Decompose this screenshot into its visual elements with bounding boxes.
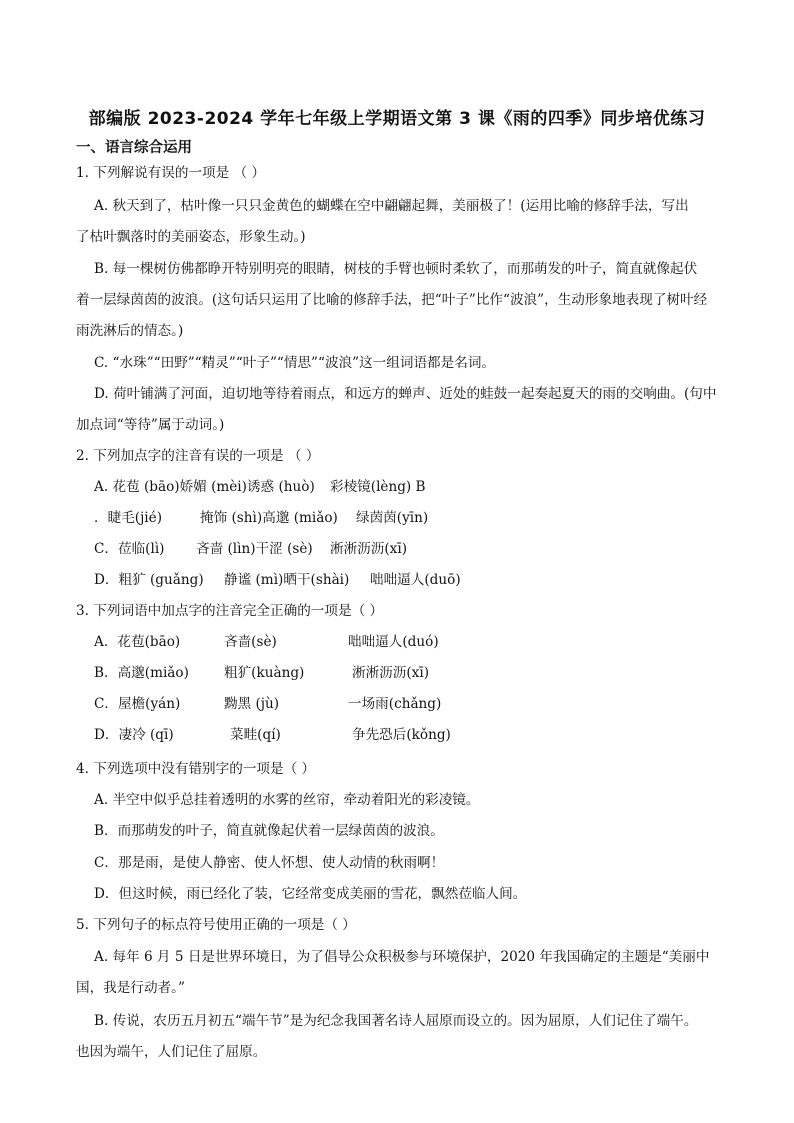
question-2-row-c-part1: C．莅临(lì) [94,541,165,557]
question-5-option-b-cont: 也因为端午，人们记住了屈原。 [76,1044,267,1060]
question-1-option-c: C. “水珠”“田野”“精灵”“叶子”“情思”“波浪”这一组词语都是名词。 [94,355,496,371]
question-3-row-d-part2: 菜畦(qí) [230,727,281,743]
question-3-row-a-part2: 吝啬(sè) [224,634,277,650]
question-3-row-b-part1: B．高邈(miǎo) [94,665,189,681]
question-1-option-b-cont2: 雨洗淋后的情态。) [76,323,184,339]
question-2-row-b-part3: 绿茵茵(yīn) [356,510,429,526]
question-3-row-b-part3: 淅淅沥沥(xī) [352,665,429,681]
question-2-row-c-part3: 淅淅沥沥(xī) [330,541,407,557]
question-3-row-a-part1: A．花苞(bāo) [94,634,181,650]
page-title: 部编版 2023-2024 学年七年级上学期语文第 3 课《雨的四季》同步培优练习 [88,109,706,129]
question-2-row-b-part1: ．睫毛(jié) [94,510,162,526]
question-1-option-b-cont: 着一层绿茵茵的波浪。(这句话只运用了比喻的修辞手法，把“叶子”比作“波浪”，生动形象地表现了树叶经 [76,292,708,308]
question-5-option-b: B. 传说，农历五月初五“端午节”是为纪念我国著名诗人屈原而设立的。因为屈原，人们记住了端午。 [94,1013,698,1029]
question-1-option-a-cont: 了枯叶飘落时的美丽姿态，形象生动。) [76,229,306,245]
question-4-option-b: B．而那萌发的叶子，简直就像起伏着一层绿茵茵的波浪。 [94,823,444,839]
question-3-row-d-part1: D．凄冷 (qī) [94,727,174,743]
question-3-row-b-part2: 粗犷(kuàng) [224,665,305,681]
question-2-row-c-part2: 吝啬 (lìn)干涩 (sè) [196,541,313,557]
question-1-option-b: B. 每一棵树仿佛都睁开特别明亮的眼睛，树枝的手臂也顿时柔软了，而那萌发的叶子，简直就像起伏 [94,261,698,277]
question-3-stem: 3. 下列词语中加点字的注音完全正确的一项是（ ） [76,603,384,619]
question-2-row-a-part1: A. 花苞 (bāo)娇媚 (mèi)诱惑 (huò) [94,479,315,495]
question-2-stem: 2. 下列加点字的注音有误的一项是 （ ） [76,448,320,464]
question-2-row-a-part2: 彩棱镜(lèng) B [330,479,426,495]
question-3-row-c-part3: 一场雨(chǎng) [348,696,442,712]
question-3-row-c-part2: 黝黑 (jù) [224,696,280,712]
question-2-row-d-part1: D．粗犷 (guǎng) [94,572,204,588]
question-5-option-a-cont: 国，我是行动者。” [76,980,185,996]
question-2-row-d-part2: 静谧 (mì)晒干(shài) [224,572,350,588]
question-3-row-c-part1: C．屋檐(yán) [94,696,181,712]
question-2-row-d-part3: 咄咄逼人(duō) [370,572,461,588]
question-5-stem: 5. 下列句子的标点符号使用正确的一项是（ ） [76,917,356,933]
question-3-row-a-part3: 咄咄逼人(duó) [348,634,439,650]
question-4-option-c: C．那是雨，是使人静密、使人怀想、使人动情的秋雨啊！ [94,855,445,871]
question-2-row-b-part2: 掩饰 (shì)高邈 (miǎo) [200,510,338,526]
question-4-option-d: D．但这时候，雨已经化了装，它经常变成美丽的雪花，飘然莅临人间。 [94,886,527,902]
question-4-option-a: A. 半空中似乎总挂着透明的水雾的丝帘，牵动着阳光的彩凌镜。 [94,792,480,808]
question-5-option-a: A. 每年 6 月 5 日是世界环境日，为了倡导公众积极参与环境保护，2020 年我国确定的主题是“美丽中 [94,949,710,965]
question-1-option-d: D. 荷叶铺满了河面，迫切地等待着雨点，和远方的蝉声、近处的蛙鼓一起奏起夏天的雨的交响曲。(句中 [94,386,717,402]
question-3-row-d-part3: 争先恐后(kǒng) [352,727,451,743]
question-4-stem: 4. 下列选项中没有错别字的一项是（ ） [76,761,316,777]
section-heading: 一、语言综合运用 [76,140,192,156]
question-1-option-a: A. 秋天到了，枯叶像一只只金黄色的蝴蝶在空中翩翩起舞，美丽极了！(运用比喻的修辞手法，写出 [94,198,689,214]
question-1-stem: 1. 下列解说有误的一项是 （ ） [76,165,266,181]
question-1-option-d-cont: 加点词“等待”属于动词。) [76,417,225,433]
